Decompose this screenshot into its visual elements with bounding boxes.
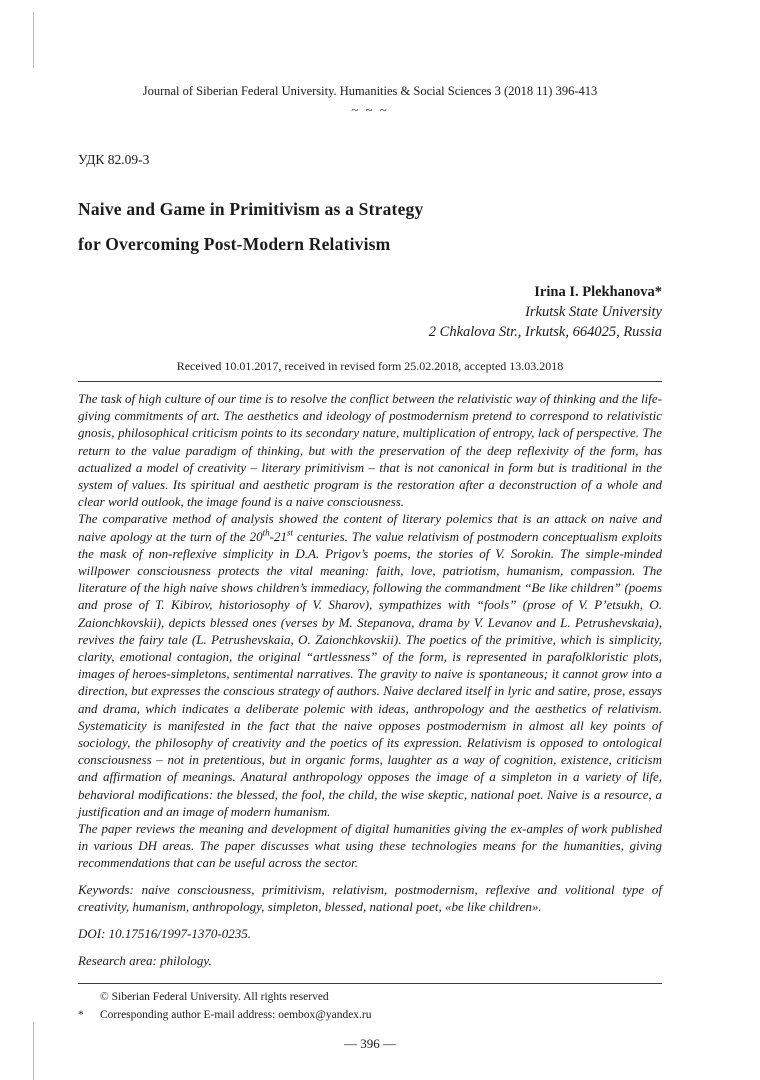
abstract-p2-superscript-th: th bbox=[262, 527, 270, 538]
abstract-p2-text-a: The comparative method of analysis showed the content of literary polemics that is an attack on naive and naive apology at the turn of the 20 bbox=[78, 511, 662, 544]
article-title bbox=[78, 192, 662, 262]
author-address: 2 Chkalova Str., Irkutsk, 664025, Russia bbox=[428, 324, 662, 340]
doi-line: DOI: 10.17516/1997-1370-0235. bbox=[78, 926, 251, 942]
tilde-separator: ~ ~ ~ bbox=[351, 102, 389, 117]
journal-header: Journal of Siberian Federal University. Humanities & Social Sciences 3 (2018 11) 396-413 bbox=[142, 84, 598, 98]
author-block bbox=[78, 282, 662, 342]
author-name: Irina I. Plekhanova* bbox=[534, 284, 662, 300]
divider-abstract-top bbox=[78, 381, 662, 382]
article-title-line1: Naive and Game in Primitivism as a Strategy bbox=[78, 199, 424, 219]
page-number: — 396 — bbox=[344, 1035, 396, 1051]
abstract-p2-superscript-st: st bbox=[286, 527, 293, 538]
scan-artifact-bottom bbox=[33, 1022, 34, 1080]
author-affiliation: Irkutsk State University bbox=[525, 304, 662, 320]
divider-footnotes bbox=[78, 983, 662, 984]
abstract-paragraph-2 bbox=[78, 510, 662, 820]
research-area-line: Research area: philology. bbox=[78, 953, 212, 969]
article-title-line2: for Overcoming Post-Modern Relativism bbox=[78, 234, 391, 254]
abstract bbox=[78, 390, 662, 872]
keywords-line: Keywords: naive consciousness, primitivism, relativism, postmodernism, reflexive and volitional type of creativity, humanism, anthropology, simpleton, blessed, national poet, «be like children». bbox=[78, 881, 662, 914]
scan-artifact-top bbox=[33, 12, 34, 68]
copyright-line: © Siberian Federal University. All rights reserved bbox=[100, 990, 329, 1003]
received-dates: Received 10.01.2017, received in revised form 25.02.2018, accepted 13.03.2018 bbox=[176, 359, 564, 373]
page-content bbox=[78, 0, 662, 1052]
abstract-p2-text-c: centuries. The value relativism of postmodern conceptualism exploits the mask of non-reflexive simplicity in D.A. Prigov’s poems, the stories of V. Sorokin. The simple-minded willpower consciousness protects the vital meaning: faith, love, patriotism, humanism, compassion. The literature of the high naive shows children’s immediacy, following the commandment “Be like children” (poems and prose of T. Kibirov, historiosophy of V. Sharov), sympathizes with “fools” (prose of V. P’etsukh, O. Zaionchkovskii), depicts blessed ones (verses by M. Stepanova, drama by V. Levanov and L. Petrushevskaia), revives the fairy tale (L. Petrushevskaia, O. Zaionchkovskii). The poetics of the primitive, which is simplicity, clarity, emotional contagion, the original “artlessness” of the form, is represented in parafolkloristic plots, images of heroes-simpletons, sentimental narratives. The gravity to naive is spontaneous; it cannot grow into a direction, but expresses the conscious strategy of authors. Naive declared itself in lyric and satire, prose, essays and drama, which indicates a deliberate polemic with ideas, anthropology and the aesthetics of relativism. Systematicity is manifested in the fact that the naive opposes postmodernism in almost all key points of sociology, the philosophy of creativity and the poetics of its expression. Relativism is opposed to ontological consciousness – not in pretentious, but in organic forms, laughter as a way of cognition, existence, criticism and affirmation of meanings. Anatural anthropology opposes the image of a simpleton in a variety of life, behavioral modifications: the blessed, the fool, the child, the wise skeptic, national poet. Naive is a resource, a justification and an image of modern humanism. bbox=[78, 528, 663, 819]
corresponding-author-footnote bbox=[78, 1007, 662, 1024]
abstract-paragraph-3: The paper reviews the meaning and development of digital humanities giving the ex-amples of work published in various DH areas. The paper discusses what using these technologies means for the humanities, giving recommendations that can be useful across the sector. bbox=[78, 821, 662, 871]
footnote-text: Corresponding author E-mail address: oembox@yandex.ru bbox=[100, 1008, 372, 1021]
footnotes bbox=[78, 989, 662, 1024]
abstract-paragraph-1: The task of high culture of our time is to resolve the conflict between the relativistic way of thinking and the life-giving commitments of art. The aesthetics and ideology of postmodernism pretend to correspond to relativistic gnosis, philosophical criticism points to its secondary nature, multiplication of entropy, lack of perspective. The return to the value paradigm of thinking, but with the preservation of the deep reflexivity of the form, has actualized a model of creativity – literary primitivism – that is not canonical in form but is traditional in the system of values. Its spiritual and aesthetic program is the restoration after a deconstruction of a whole and clear world outlook, the image found is a naive consciousness. bbox=[78, 391, 662, 510]
abstract-p2-text-b: -21 bbox=[269, 528, 287, 544]
footnote-marker: * bbox=[78, 1008, 84, 1021]
udk-code: УДК 82.09-3 bbox=[78, 152, 150, 167]
